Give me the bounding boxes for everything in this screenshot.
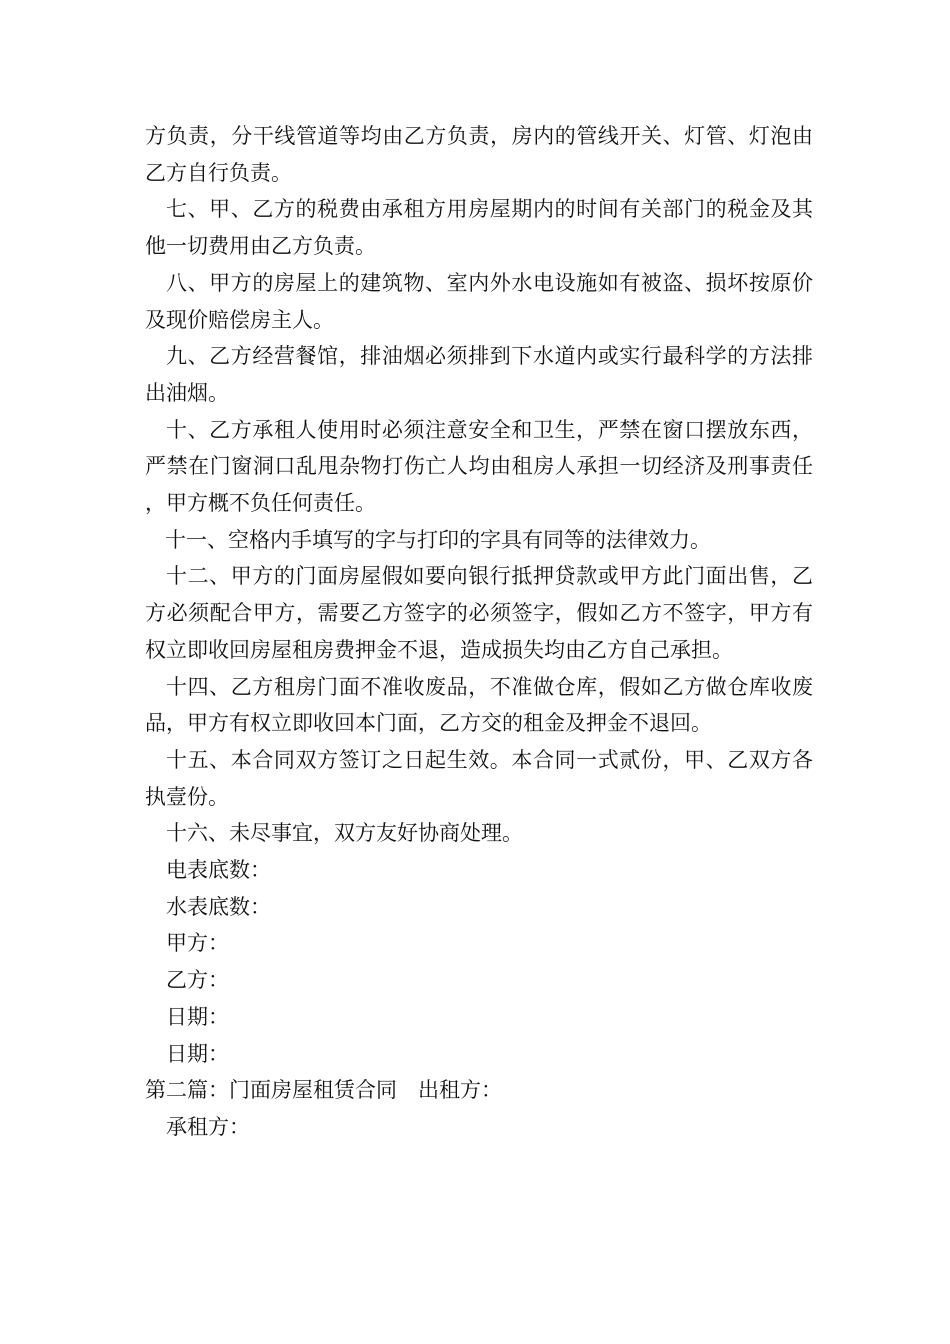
electric-meter-field: 电表底数： [166,858,271,883]
clause-15: 十五、本合同双方签订之日起生效。本合同一式贰份，甲、乙双方各执壹份。 [145,747,813,809]
clause-14: 十四、乙方租房门面不准收废品，不准做仓库，假如乙方做仓库收废品，甲方有权立即收回本门面，乙方交的租金及押金不退回。 [145,674,813,736]
clause-8: 八、甲方的房屋上的建筑物、室内外水电设施如有被盗、损坏按原价及现价赔偿房主人。 [145,270,813,332]
clause-9: 九、乙方经营餐馆，排油烟必须排到下水道内或实行最科学的方法排出油烟。 [145,344,813,405]
clause-12: 十二、甲方的门面房屋假如要向银行抵押贷款或甲方此门面出售，乙方必须配合甲方，需要乙方签字的必须签字，假如乙方不签字，甲方有权立即收回房屋租房费押金不退，造成损失均由乙方自己承担。 [145,564,813,662]
party-a-field: 甲方： [166,931,229,956]
clause-7: 七、甲、乙方的税费由承租方用房屋期内的时间有关部门的税金及其他一切费用由乙方负责。 [145,197,813,259]
section-heading: 第二篇：门面房屋租赁合同 出租方： [145,1078,502,1103]
date-field-1: 日期： [166,1004,229,1029]
paragraph-continuation: 方负责，分干线管道等均由乙方负责，房内的管线开关、灯管、灯泡由乙方自行负责。 [145,124,813,185]
clause-11: 十一、空格内手填写的字与打印的字具有同等的法律效力。 [165,527,711,552]
party-b-field: 乙方： [166,968,229,993]
tenant-field: 承租方： [166,1114,250,1139]
clause-16: 十六、未尽事宜，双方友好协商处理。 [166,821,523,846]
document-page [145,118,813,1146]
water-meter-field: 水表底数： [166,894,271,919]
clause-10: 十、乙方承租人使用时必须注意安全和卫生，严禁在窗口摆放东西，严禁在门窗洞口乱甩杂物打伤亡人均由租房人承担一切经济及刑事责任，甲方概不负任何责任。 [145,417,813,516]
date-field-2: 日期： [166,1041,229,1066]
